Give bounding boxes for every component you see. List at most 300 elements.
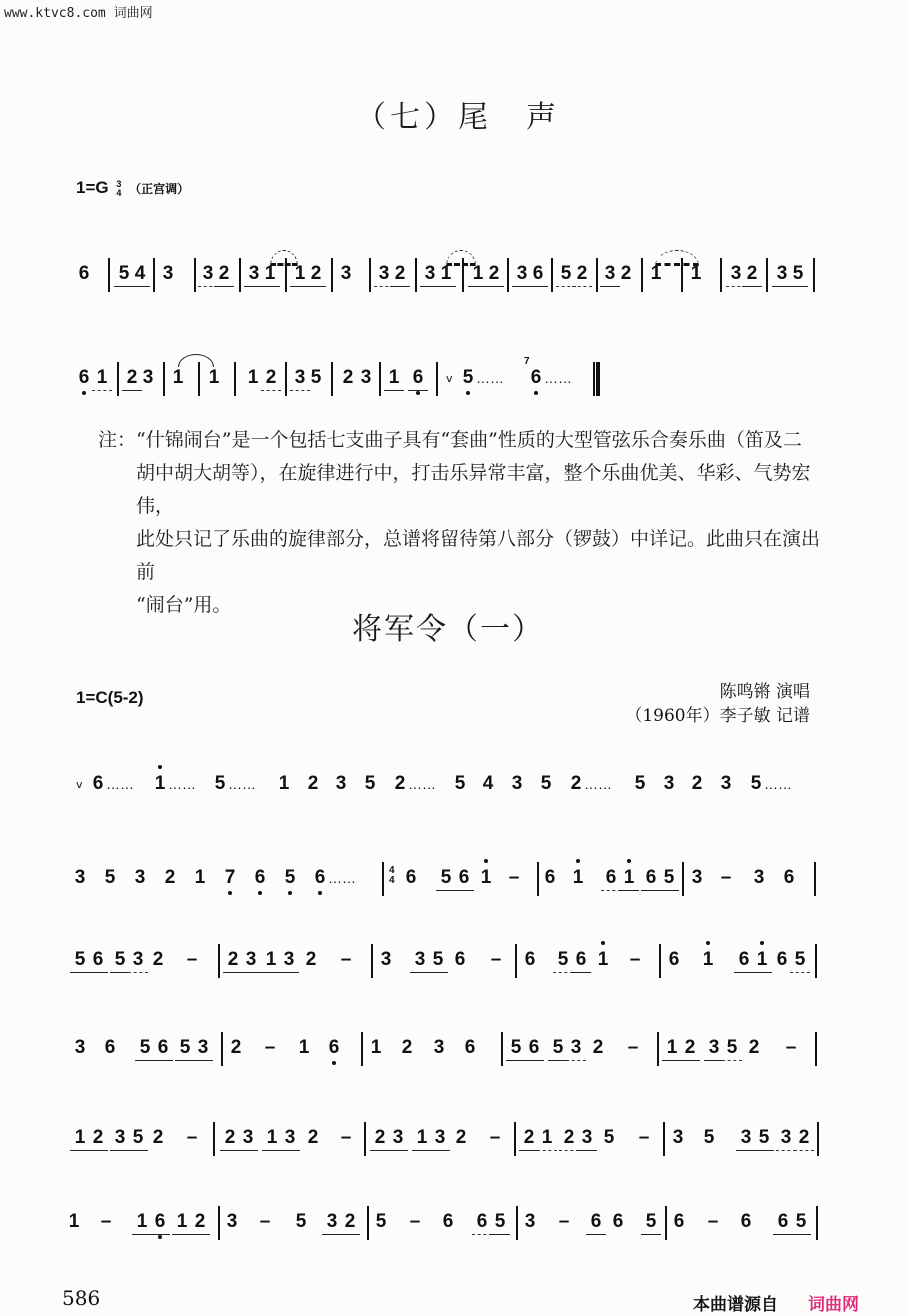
barline bbox=[382, 862, 384, 896]
note bbox=[728, 262, 744, 286]
note bbox=[212, 772, 228, 796]
note bbox=[568, 1036, 584, 1060]
free-rhythm-mark: ⅴ bbox=[446, 372, 453, 385]
underline-beam bbox=[641, 1234, 661, 1235]
note bbox=[568, 772, 584, 796]
note-digit: 5 bbox=[552, 1037, 564, 1058]
underline-beam bbox=[110, 1150, 130, 1151]
octave-dot-below bbox=[158, 1235, 162, 1239]
note-digit: 5 bbox=[603, 1127, 615, 1148]
underline-beam bbox=[436, 286, 456, 287]
note bbox=[670, 1126, 686, 1150]
barline bbox=[596, 258, 598, 292]
note bbox=[72, 866, 88, 890]
underline-beam bbox=[412, 1150, 432, 1151]
note bbox=[440, 1210, 456, 1234]
note bbox=[748, 772, 764, 796]
note-digit: 3 bbox=[516, 263, 528, 284]
note-digit: 6 bbox=[405, 867, 417, 888]
note-digit: 5 bbox=[634, 773, 646, 794]
underline-beam bbox=[794, 1150, 814, 1151]
note-digit: 2 bbox=[265, 367, 277, 388]
barline bbox=[213, 1122, 215, 1156]
fermata-dots: …… bbox=[476, 370, 504, 386]
underline-beam bbox=[70, 972, 90, 973]
note bbox=[610, 1210, 626, 1234]
octave-dot-below bbox=[82, 391, 86, 395]
underline-beam bbox=[130, 286, 150, 287]
note bbox=[368, 1036, 384, 1060]
note-digit: 2 bbox=[307, 1127, 319, 1148]
barline bbox=[369, 258, 371, 292]
note-digit: 2 bbox=[152, 1127, 164, 1148]
underline-beam bbox=[290, 390, 310, 391]
note bbox=[521, 1126, 537, 1150]
note-digit: 3 bbox=[284, 1127, 296, 1148]
note bbox=[132, 262, 148, 286]
score-line bbox=[0, 1126, 908, 1166]
note-digit: 5 bbox=[284, 867, 296, 888]
underline-beam bbox=[238, 1150, 258, 1151]
note-digit: 6 bbox=[776, 949, 788, 970]
note-digit: 6 bbox=[590, 1211, 602, 1232]
underline-beam bbox=[190, 1234, 210, 1235]
note bbox=[225, 948, 241, 972]
note bbox=[452, 772, 468, 796]
note-digit: 6 bbox=[157, 1037, 169, 1058]
note-digit: 6 bbox=[532, 263, 544, 284]
note bbox=[303, 948, 319, 972]
barline bbox=[364, 1122, 366, 1156]
note bbox=[790, 262, 806, 286]
note-digit: 6 bbox=[328, 1037, 340, 1058]
note-digit: 1 bbox=[264, 263, 276, 284]
note bbox=[781, 866, 797, 890]
note-line-2: 胡中胡大胡等），在旋律进行中，打击乐异常丰富，整个乐曲优美、华彩、气势宏伟， bbox=[136, 462, 811, 517]
note-digit: 5 bbox=[557, 949, 569, 970]
octave-dot-below bbox=[228, 891, 232, 895]
note-digit: 2 bbox=[488, 263, 500, 284]
piece-title-jiangjunling: 将军令（一） bbox=[352, 612, 544, 647]
note bbox=[390, 1126, 406, 1150]
note-digit: 5 bbox=[139, 1037, 151, 1058]
underline-beam bbox=[430, 1150, 450, 1151]
note-digit: 1 bbox=[172, 367, 184, 388]
note bbox=[195, 1036, 211, 1060]
note bbox=[130, 948, 146, 972]
underline-beam bbox=[322, 1234, 342, 1235]
note-digit: 5 bbox=[462, 367, 474, 388]
note bbox=[72, 1036, 88, 1060]
barline bbox=[239, 258, 241, 292]
note bbox=[162, 866, 178, 890]
fermata-dots: …… bbox=[584, 776, 612, 792]
note-digit: 3 bbox=[202, 263, 214, 284]
note bbox=[292, 262, 308, 286]
sustain-dash bbox=[184, 948, 200, 972]
note-digit: 5 bbox=[750, 773, 762, 794]
note-digit: – bbox=[489, 1127, 501, 1148]
note-digit: 2 bbox=[224, 1127, 236, 1148]
note bbox=[528, 366, 544, 390]
key-signature-jiangjunling: 1=C(5-2) bbox=[76, 688, 144, 707]
section-title-coda: （七）尾 声 bbox=[356, 100, 560, 135]
note bbox=[539, 1126, 555, 1150]
note-digit: 3 bbox=[142, 367, 154, 388]
note bbox=[689, 866, 705, 890]
note-digit: 3 bbox=[335, 773, 347, 794]
note bbox=[724, 1036, 740, 1060]
underline-beam bbox=[537, 1150, 557, 1151]
underline-beam bbox=[384, 390, 404, 391]
note bbox=[664, 1036, 680, 1060]
note-digit: 6 bbox=[78, 263, 90, 284]
time-signature: 3 4 bbox=[116, 178, 122, 198]
barline bbox=[641, 258, 643, 292]
barline bbox=[367, 1206, 369, 1240]
sustain-dash bbox=[487, 1126, 503, 1150]
underline-beam bbox=[220, 1150, 240, 1151]
note-digit: 6 bbox=[92, 773, 104, 794]
note bbox=[590, 1036, 606, 1060]
note-digit: – bbox=[409, 1211, 421, 1232]
underline-beam bbox=[722, 1060, 742, 1061]
barline bbox=[537, 862, 539, 896]
note-digit: 5 bbox=[510, 1037, 522, 1058]
octave-dot-above bbox=[706, 941, 710, 945]
sustain-dash bbox=[506, 866, 522, 890]
note bbox=[643, 1210, 659, 1234]
note bbox=[130, 1126, 146, 1150]
octave-dot-below bbox=[332, 1061, 336, 1065]
note-digit: 5 bbox=[794, 949, 806, 970]
note bbox=[152, 772, 168, 796]
note-digit: 6 bbox=[458, 867, 470, 888]
note bbox=[509, 772, 525, 796]
note-digit: 5 bbox=[560, 263, 572, 284]
note-digit: 6 bbox=[612, 1211, 624, 1232]
note-digit: 2 bbox=[394, 263, 406, 284]
note bbox=[326, 1036, 342, 1060]
note bbox=[392, 262, 408, 286]
note-digit: 6 bbox=[524, 949, 536, 970]
grace-note: 7 bbox=[524, 356, 530, 367]
note-digit: 1 bbox=[480, 867, 492, 888]
mode-label: （正宫调） bbox=[129, 182, 190, 196]
note-digit: – bbox=[508, 867, 520, 888]
note bbox=[392, 772, 408, 796]
note bbox=[688, 262, 704, 286]
note-digit: 4 bbox=[134, 263, 146, 284]
note-digit: 1 bbox=[690, 263, 702, 284]
note bbox=[94, 366, 110, 390]
underline-beam bbox=[600, 286, 620, 287]
note-digit: 3 bbox=[604, 263, 616, 284]
note-digit: 3 bbox=[392, 1127, 404, 1148]
score-line bbox=[0, 1036, 908, 1076]
barline bbox=[515, 944, 517, 978]
note bbox=[689, 772, 705, 796]
note-digit: 3 bbox=[132, 949, 144, 970]
final-barline bbox=[593, 362, 600, 396]
note-digit: 3 bbox=[691, 867, 703, 888]
note-digit: 6 bbox=[738, 949, 750, 970]
note-digit: 2 bbox=[523, 1127, 535, 1148]
note bbox=[192, 1210, 208, 1234]
underline-beam bbox=[428, 972, 448, 973]
barline bbox=[285, 362, 287, 396]
note-digit: 6 bbox=[464, 1037, 476, 1058]
note-digit: 1 bbox=[298, 1037, 310, 1058]
underline-beam bbox=[128, 972, 148, 973]
note-digit: 3 bbox=[340, 263, 352, 284]
sustain-dash bbox=[718, 866, 734, 890]
note-digit: 6 bbox=[673, 1211, 685, 1232]
note-digit: 5 bbox=[375, 1211, 387, 1232]
score-line bbox=[0, 1210, 908, 1250]
note bbox=[263, 366, 279, 390]
performer-credit: 陈鸣锵 演唱 bbox=[719, 682, 810, 702]
note-digit: 2 bbox=[748, 1037, 760, 1058]
note bbox=[736, 948, 752, 972]
note bbox=[522, 1210, 538, 1234]
note bbox=[66, 1210, 82, 1234]
note bbox=[373, 1210, 389, 1234]
note bbox=[399, 1036, 415, 1060]
note bbox=[774, 948, 790, 972]
sustain-dash bbox=[98, 1210, 114, 1234]
note bbox=[338, 262, 354, 286]
note-digit: 7 bbox=[224, 867, 236, 888]
note-digit: 5 bbox=[118, 263, 130, 284]
note-digit: 3 bbox=[74, 1037, 86, 1058]
note bbox=[432, 1126, 448, 1150]
note-digit: 6 bbox=[254, 867, 266, 888]
note bbox=[90, 948, 106, 972]
note bbox=[206, 366, 222, 390]
note bbox=[470, 262, 486, 286]
note bbox=[222, 866, 238, 890]
note bbox=[706, 1036, 722, 1060]
sustain-dash bbox=[625, 1036, 641, 1060]
free-rhythm-mark: ⅴ bbox=[76, 778, 83, 791]
note bbox=[412, 948, 428, 972]
underline-beam bbox=[788, 286, 808, 287]
note-digit: 6 bbox=[454, 949, 466, 970]
note bbox=[700, 948, 716, 972]
note-digit: 1 bbox=[194, 867, 206, 888]
note-digit: 6 bbox=[605, 867, 617, 888]
note-digit: 3 bbox=[780, 1127, 792, 1148]
barline bbox=[507, 258, 509, 292]
source-label: 本曲谱源自 bbox=[693, 1295, 778, 1315]
note bbox=[112, 1126, 128, 1150]
underline-beam bbox=[490, 1234, 510, 1235]
note-digit: – bbox=[490, 949, 502, 970]
barline bbox=[331, 258, 333, 292]
barline bbox=[234, 362, 236, 396]
note bbox=[796, 1126, 812, 1150]
note bbox=[386, 366, 402, 390]
note-digit: 1 bbox=[247, 367, 259, 388]
note-digit: 3 bbox=[114, 1127, 126, 1148]
note-digit: 5 bbox=[114, 949, 126, 970]
note bbox=[570, 866, 586, 890]
underline-beam bbox=[572, 286, 592, 287]
note-digit: 2 bbox=[92, 1127, 104, 1148]
fermata-dots: …… bbox=[328, 870, 356, 886]
note-digit: 6 bbox=[476, 1211, 488, 1232]
octave-dot-above bbox=[158, 765, 162, 769]
note bbox=[102, 1036, 118, 1060]
underline-beam bbox=[110, 972, 130, 973]
note bbox=[430, 948, 446, 972]
note-digit: 5 bbox=[295, 1211, 307, 1232]
note-digit: 2 bbox=[576, 263, 588, 284]
note-digit: – bbox=[340, 1127, 352, 1148]
barline bbox=[462, 258, 464, 292]
underline-beam bbox=[214, 286, 234, 287]
note-digit: 3 bbox=[134, 867, 146, 888]
note-digit: – bbox=[785, 1037, 797, 1058]
underline-beam bbox=[641, 890, 661, 891]
note-digit: 3 bbox=[570, 1037, 582, 1058]
note-digit: 1 bbox=[278, 773, 290, 794]
note-digit: 1 bbox=[68, 1211, 80, 1232]
sustain-dash bbox=[556, 1210, 572, 1234]
underline-beam bbox=[261, 390, 281, 391]
barline bbox=[816, 1206, 818, 1240]
note bbox=[453, 1126, 469, 1150]
note-digit: 1 bbox=[541, 1127, 553, 1148]
note-digit: 1 bbox=[370, 1037, 382, 1058]
note-digit: 1 bbox=[650, 263, 662, 284]
underline-beam bbox=[172, 1234, 192, 1235]
fermata-dots: …… bbox=[764, 776, 792, 792]
note-digit: 3 bbox=[424, 263, 436, 284]
note bbox=[460, 366, 476, 390]
note-digit: 2 bbox=[342, 367, 354, 388]
note bbox=[296, 1036, 312, 1060]
note-digit: 1 bbox=[472, 263, 484, 284]
note bbox=[718, 772, 734, 796]
underline-beam bbox=[577, 1150, 597, 1151]
note bbox=[276, 772, 292, 796]
underline-beam bbox=[223, 972, 243, 973]
barline bbox=[682, 862, 684, 896]
note-digit: 3 bbox=[524, 1211, 536, 1232]
octave-dot-above bbox=[601, 941, 605, 945]
sustain-dash bbox=[627, 948, 643, 972]
barline bbox=[218, 944, 220, 978]
barline bbox=[815, 944, 817, 978]
note-digit: 1 bbox=[266, 1127, 278, 1148]
transcriber-credit: （1960年）李子敏 记谱 bbox=[625, 706, 810, 726]
note-digit: 6 bbox=[528, 1037, 540, 1058]
barline bbox=[108, 258, 110, 292]
note bbox=[362, 772, 378, 796]
note-digit: 3 bbox=[708, 1037, 720, 1058]
note-digit: – bbox=[627, 1037, 639, 1058]
note bbox=[112, 948, 128, 972]
note-digit: 2 bbox=[455, 1127, 467, 1148]
note bbox=[508, 1036, 524, 1060]
underline-beam bbox=[135, 1060, 155, 1061]
octave-dot-above bbox=[484, 859, 488, 863]
barline bbox=[371, 944, 373, 978]
note bbox=[601, 1126, 617, 1150]
note-digit: 3 bbox=[753, 867, 765, 888]
note-digit: 5 bbox=[310, 367, 322, 388]
note-digit: 1 bbox=[702, 949, 714, 970]
barline bbox=[218, 1206, 220, 1240]
octave-dot-above bbox=[760, 941, 764, 945]
note-digit: 2 bbox=[344, 1211, 356, 1232]
note-digit: 3 bbox=[511, 773, 523, 794]
sustain-dash bbox=[184, 1126, 200, 1150]
note bbox=[116, 262, 132, 286]
underline-beam bbox=[586, 1234, 606, 1235]
note bbox=[282, 866, 298, 890]
note-digit: 2 bbox=[570, 773, 582, 794]
underline-beam bbox=[790, 972, 810, 973]
note-label: 注： bbox=[98, 429, 137, 451]
note-digit: 1 bbox=[96, 367, 108, 388]
note-digit: 5 bbox=[703, 1127, 715, 1148]
time-signature: 4 4 bbox=[389, 865, 395, 886]
note bbox=[137, 1036, 153, 1060]
note-digit: 4 bbox=[482, 773, 494, 794]
note bbox=[754, 948, 770, 972]
note-digit: – bbox=[558, 1211, 570, 1232]
underline-beam bbox=[128, 1150, 148, 1151]
note bbox=[643, 866, 659, 890]
note bbox=[150, 948, 166, 972]
note bbox=[282, 1126, 298, 1150]
note-digit: 6 bbox=[154, 1211, 166, 1232]
note bbox=[177, 1036, 193, 1060]
note-digit: 3 bbox=[380, 949, 392, 970]
note-line-3: 此处只记了乐曲的旋律部分，总谱将留待第八部分（锣鼓）中详记。此曲只在演出前 bbox=[136, 528, 821, 583]
underline-beam bbox=[390, 286, 410, 287]
sustain-dash bbox=[783, 1036, 799, 1060]
note bbox=[378, 948, 394, 972]
note-digit: – bbox=[186, 949, 198, 970]
underline-beam bbox=[566, 1060, 586, 1061]
note-digit: – bbox=[186, 1127, 198, 1148]
source-brand-link[interactable]: 词曲网 bbox=[808, 1295, 859, 1315]
note bbox=[792, 948, 808, 972]
note bbox=[222, 1126, 238, 1150]
note-digit: 3 bbox=[740, 1127, 752, 1148]
barline bbox=[163, 362, 165, 396]
note-digit: 3 bbox=[433, 1037, 445, 1058]
underline-beam bbox=[410, 972, 430, 973]
note bbox=[324, 1210, 340, 1234]
note-digit: 2 bbox=[563, 1127, 575, 1148]
underline-beam bbox=[548, 1060, 568, 1061]
note-digit: 1 bbox=[208, 367, 220, 388]
underline-beam bbox=[280, 1150, 300, 1151]
note bbox=[243, 948, 259, 972]
note-digit: 3 bbox=[360, 367, 372, 388]
underline-beam bbox=[791, 1234, 811, 1235]
note-digit: 6 bbox=[668, 949, 680, 970]
note bbox=[555, 948, 571, 972]
note bbox=[160, 262, 176, 286]
barline bbox=[814, 862, 816, 896]
note-digit: 1 bbox=[136, 1211, 148, 1232]
